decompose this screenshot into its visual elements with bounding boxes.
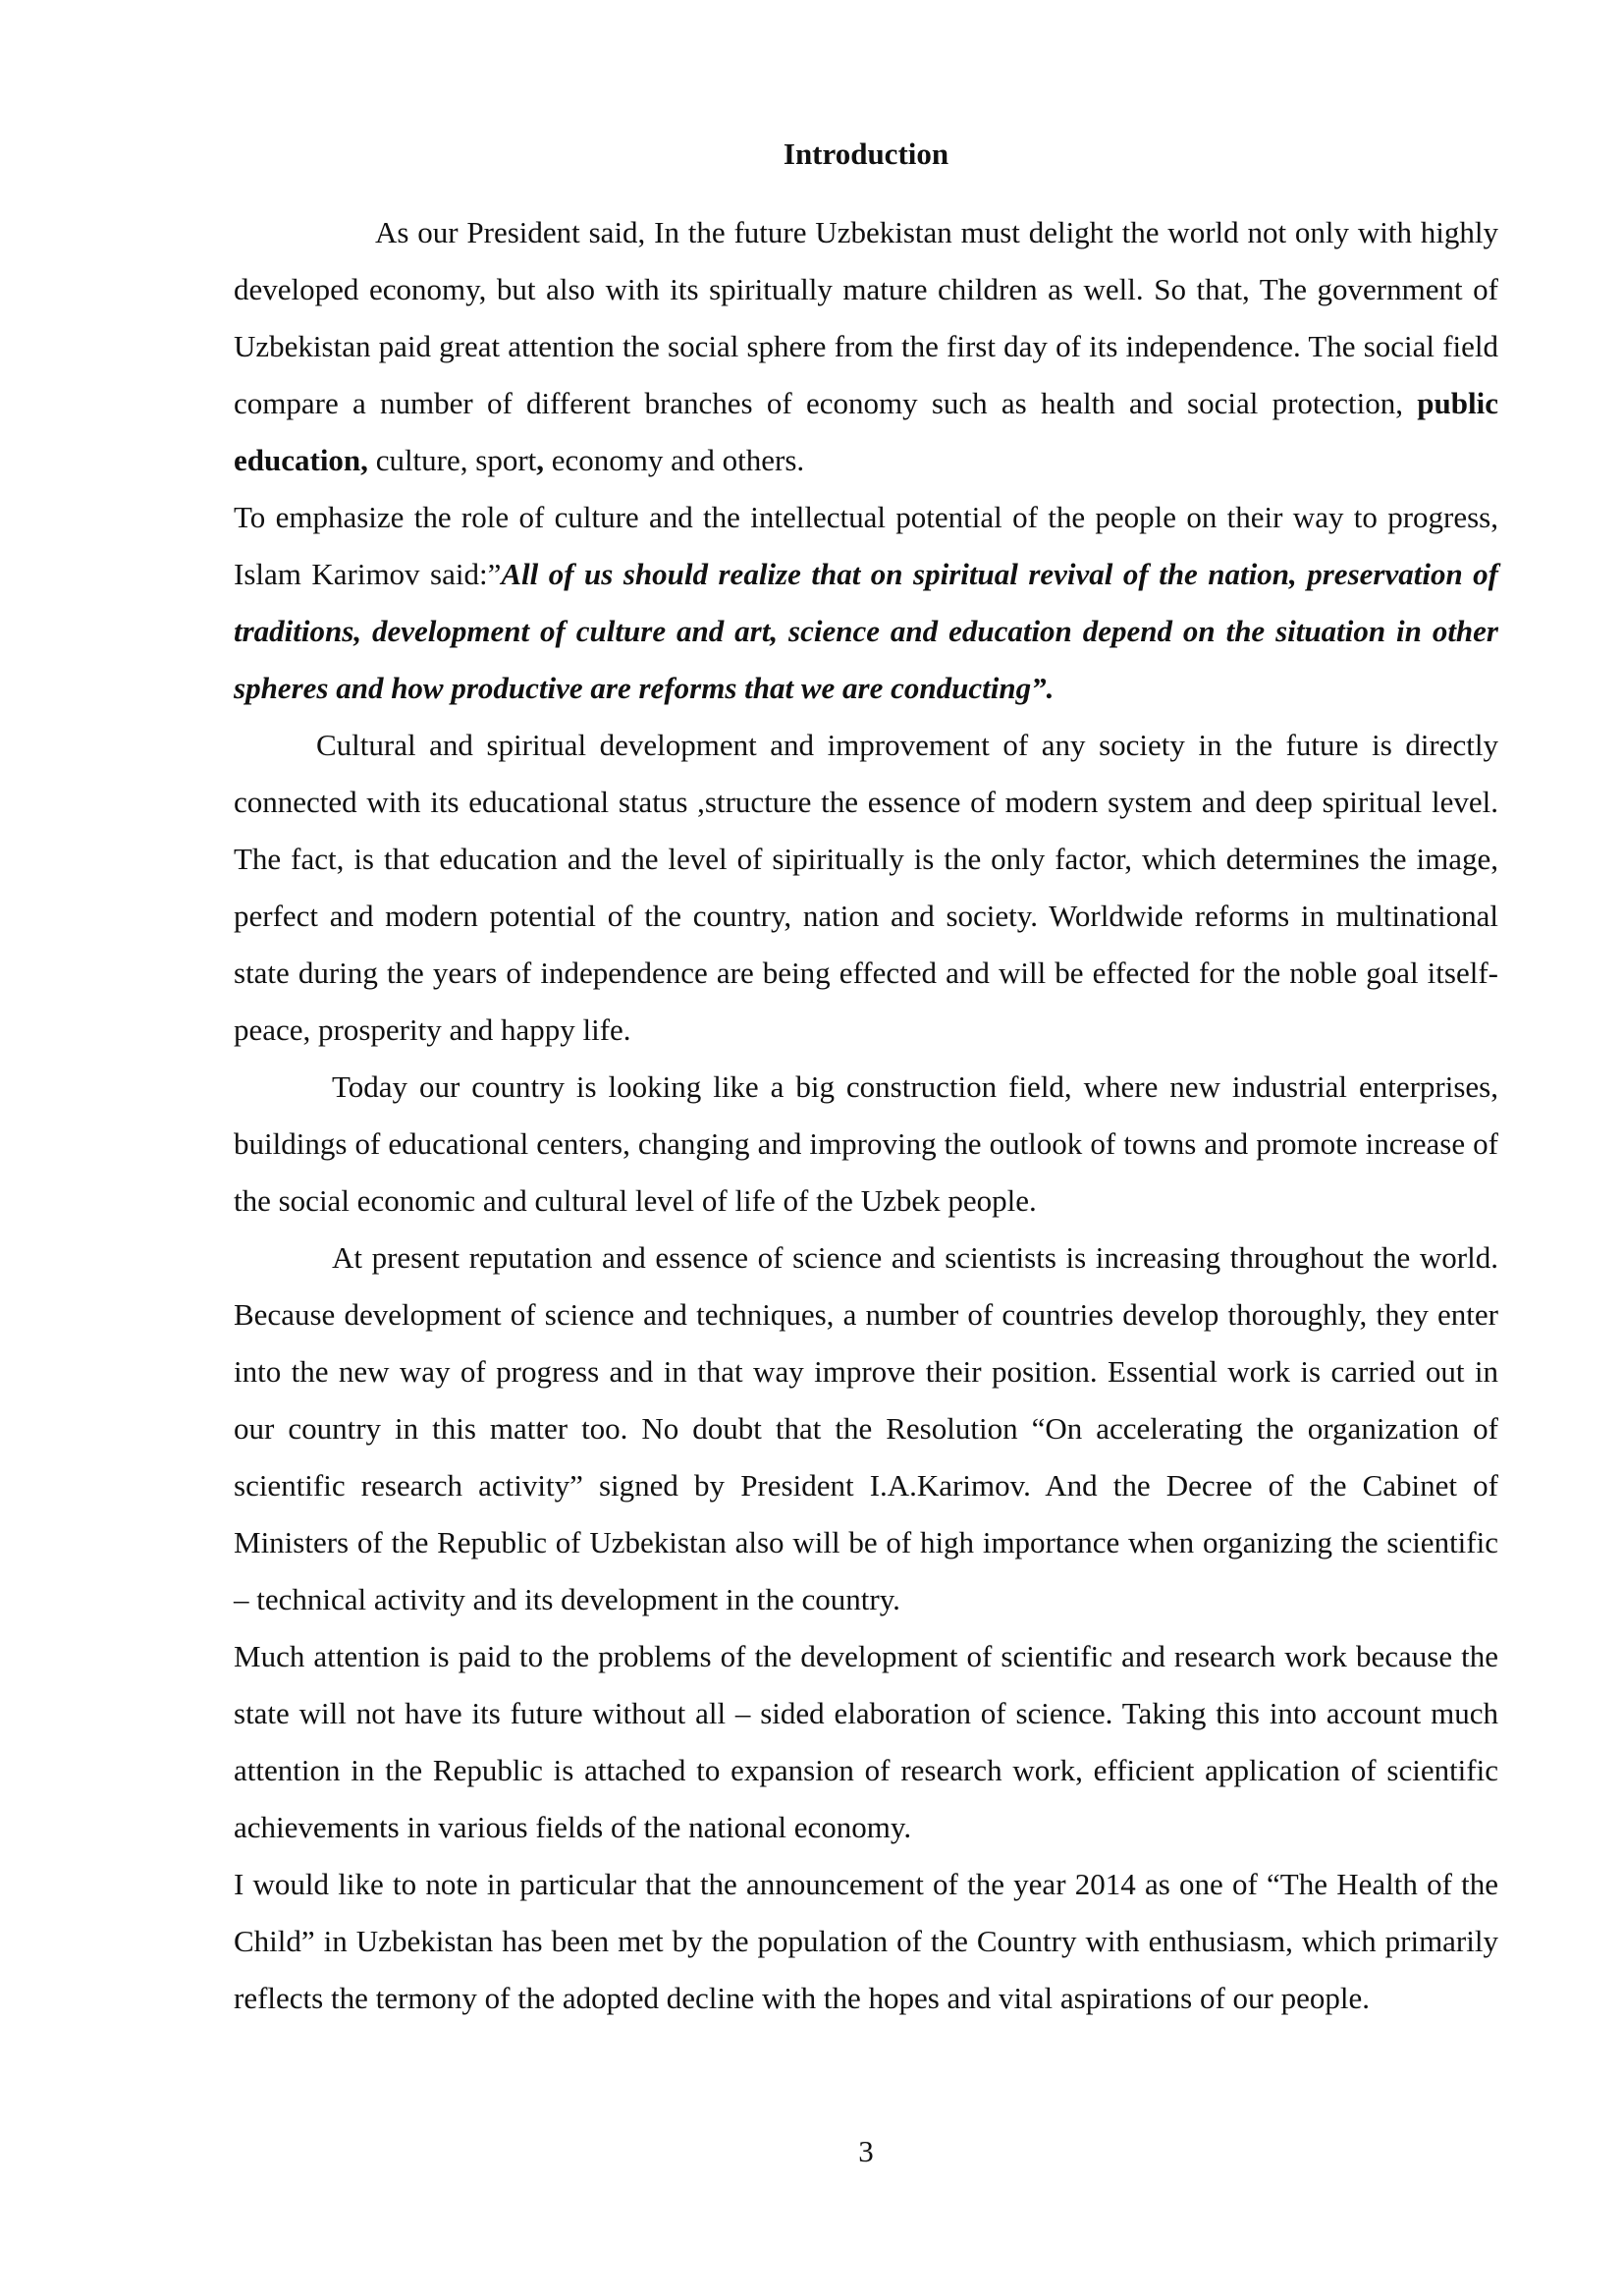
paragraph-2-quote: All of us should realize that on spiritual revival of the nation, preservation of traditions, development of culture and art, science and education depend on the situation in other spheres and how productive are reforms that we are conducting”. — [234, 557, 1498, 705]
paragraph-1-text-c: economy and others. — [544, 443, 805, 477]
paragraph-1-bold-comma: , — [536, 443, 545, 477]
body-text — [234, 204, 1498, 2027]
paragraph-1 — [234, 204, 1498, 489]
paragraph-2-text: To emphasize the role of culture and the intellectual potential of the people on their way to progress, Islam Karimov said:” — [234, 500, 1498, 591]
paragraph-4: Today our country is looking like a big construction field, where new industrial enterprises, buildings of educational centers, changing and improving the outlook of towns and promote increase of the social economic and cultural level of life of the Uzbek people. — [234, 1069, 1498, 1218]
paragraph-3: Cultural and spiritual development and improvement of any society in the future is directly connected with its educational status ,structure the essence of modern system and deep spiritual level. The fact, is that education and the level of sipiritually is the only factor, which determines the image, perfect and modern potential of the country, nation and society. Worldwide reforms in multinational state during the years of independence are being effected and will be effected for the noble goal itself- peace, prosperity and happy life. — [234, 728, 1498, 1047]
paragraph-1-text-b: culture, sport — [367, 443, 537, 477]
page-number: 3 — [858, 2134, 874, 2168]
paragraph-1-bold-public-education: public education, — [234, 386, 1498, 477]
paragraph-5: At present reputation and essence of science and scientists is increasing throughout the world. Because development of science and techniques, a number of countries develop thoroughly, they enter into the new way of progress and in that way improve their position. Essential work is carried out in our country in this matter too. No doubt that the Resolution “On accelerating the organization of scientific research activity” signed by President I.A.Karimov. And the Decree of the Cabinet of Ministers of the Republic of Uzbekistan also will be of high importance when organizing the scientific – technical activity and its development in the country. — [234, 1240, 1498, 1616]
paragraph-1-text-a: As our President said, In the future Uzbekistan must delight the world not only with highly developed economy, but also with its spiritually mature children as well. So that, The government of Uzbekistan paid great attention the social sphere from the first day of its independence. The social field compare a number of different branches of economy such as health and social protection, — [234, 215, 1498, 420]
page-title: Introduction — [783, 137, 949, 171]
paragraph-2 — [234, 489, 1498, 717]
paragraph-6: Much attention is paid to the problems of the development of scientific and research work because the state will not have its future without all – sided elaboration of science. Taking this into account much attention in the Republic is attached to expansion of research work, efficient application of scientific achievements in various fields of the national economy. — [234, 1639, 1498, 1844]
paragraph-7: I would like to note in particular that the announcement of the year 2014 as one of “The Health of the Child” in Uzbekistan has been met by the population of the Country with enthusiasm, which primarily reflects the termony of the adopted decline with the hopes and vital aspirations of our people. — [234, 1867, 1498, 2015]
